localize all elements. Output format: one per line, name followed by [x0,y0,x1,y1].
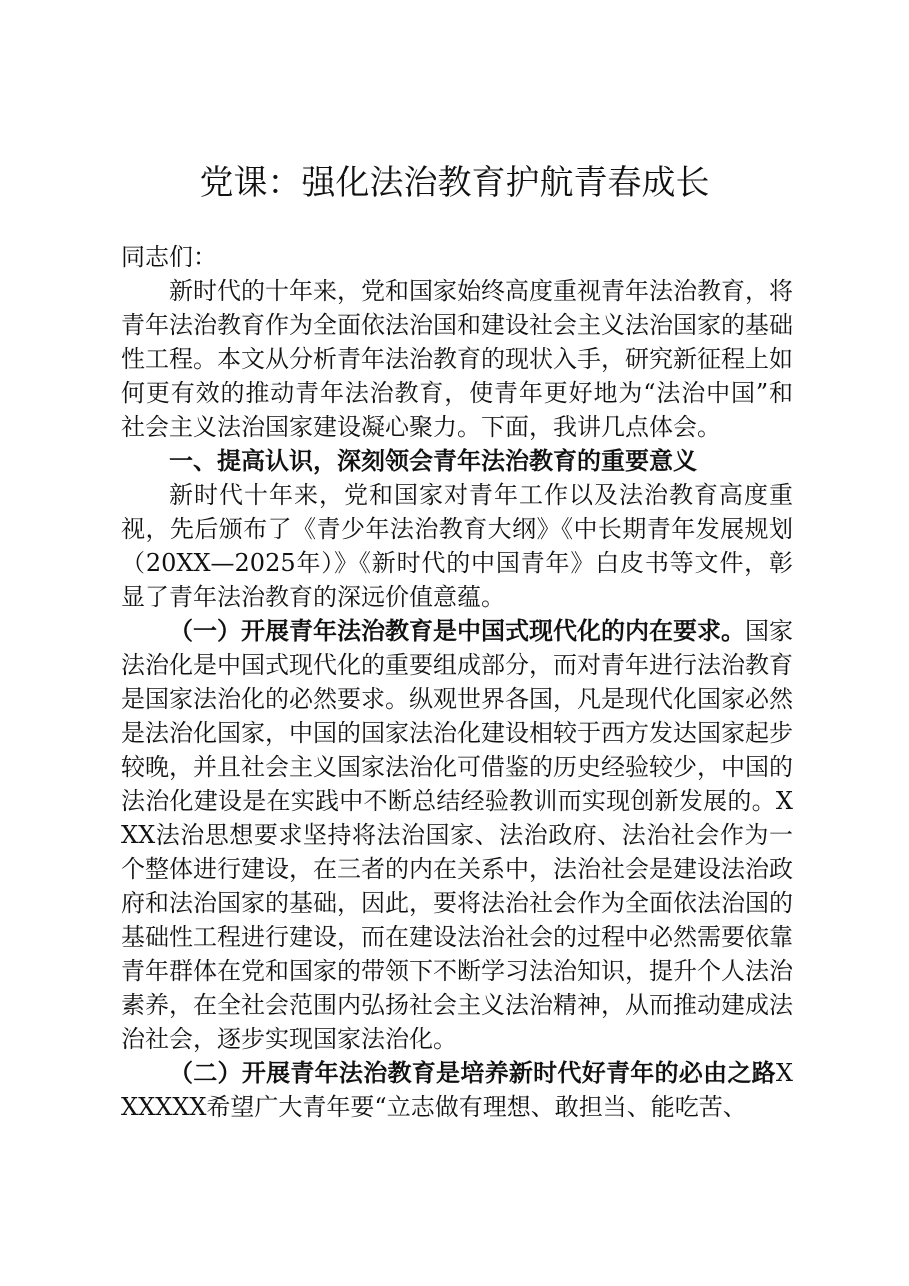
subsection-paragraph-2 [121,1056,793,1124]
subsection-heading-2: （二）开展青年法治教育是培养新时代好青年的必由之路 [169,1058,776,1087]
section-heading-1: 一、提高认识，深刻领会青年法治教育的重要意义 [169,447,697,475]
subsection-heading-1: （一）开展青年法治教育是中国式现代化的内在要求。 [169,616,745,645]
intro-paragraph: 新时代的十年来，党和国家始终高度重视青年法治教育，将青年法治教育作为全面依法治国和建设社会主义法治国家的基础性工程。本文从分析青年法治教育的现状入手，研究新征程上如何更有效的推动青年法治教育，使青年更好地为“法治中国”和社会主义法治国家建设凝心聚力。下面，我讲几点体会。 [121,277,793,441]
document-title: 党课：强化法治教育护航青春成长 [199,163,710,203]
salutation: 同志们： [121,243,217,271]
subsection-paragraph-1 [121,614,793,1056]
document-body [121,240,793,1124]
subsection-body-1: 国家法治化是中国式现代化的重要组成部分，而对青年进行法治教育是国家法治化的必然要求。纵观世界各国，凡是现代化国家必然是法治化国家，中国的国家法治化建设相较于西方发达国家起步较晚，并且社会主义国家法治化可借鉴的历史经验较少，中国的法治化建设是在实践中不断总结经验教训而实现创新发展的。XXX法治思想要求坚持将法治国家、法治政府、法治社会作为一个整体进行建设，在三者的内在关系中，法治社会是建设法治政府和法治国家的基础，因此，要将法治社会作为全面依法治国的基础性工程进行建设，而在建设法治社会的过程中必然需要依靠青年群体在党和国家的带领下不断学习法治知识，提升个人法治素养，在全社会范围内弘扬社会主义法治精神，从而推动建成法治社会，逐步实现国家法治化。 [121,617,793,1053]
subsection-body-2: XXXXXX希望广大青年要“立志做有理想、敢担当、能吃苦、 [121,1059,793,1121]
section-paragraph-1: 新时代十年来，党和国家对青年工作以及法治教育高度重视，先后颁布了《青少年法治教育大纲》《中长期青年发展规划（20XX—2025年）》《新时代的中国青年》白皮书等文件，彰显了青年法治教育的深远价值意蕴。 [121,481,793,611]
